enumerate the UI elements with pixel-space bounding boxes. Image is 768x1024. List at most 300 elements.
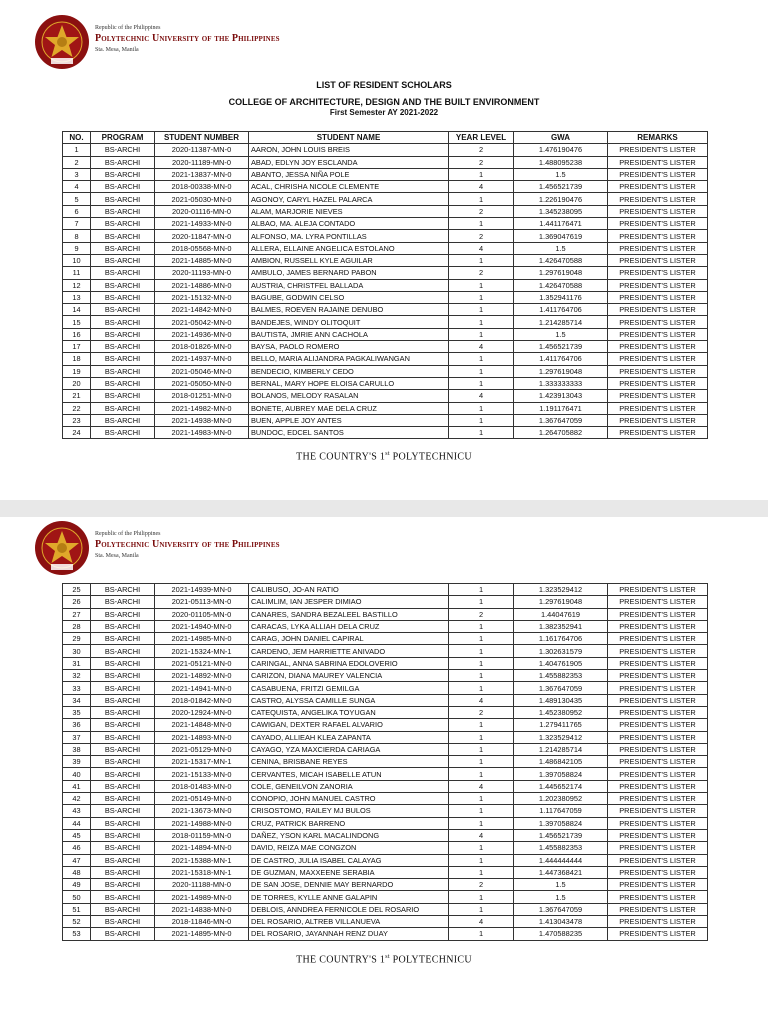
cell-gwa: 1.5 [514, 328, 608, 340]
cell-remarks: PRESIDENT'S LISTER [608, 879, 708, 891]
cell-student-name: BUEN, APPLE JOY ANTES [249, 414, 449, 426]
table-row [63, 596, 708, 608]
table-row [63, 916, 708, 928]
footer-text-post: POLYTECHNICU [389, 451, 472, 463]
cell-student-name: BENDECIO, KIMBERLY CEDO [249, 365, 449, 377]
cell-gwa: 1.333333333 [514, 377, 608, 389]
cell-student-number: 2018-00338-MN-0 [155, 181, 249, 193]
cell-remarks: PRESIDENT'S LISTER [608, 414, 708, 426]
cell-student-name: CRUZ, PATRICK BARRENO [249, 817, 449, 829]
cell-no: 23 [63, 414, 91, 426]
cell-gwa: 1.5 [514, 168, 608, 180]
cell-remarks: PRESIDENT'S LISTER [608, 341, 708, 353]
cell-year-level: 1 [449, 291, 514, 303]
cell-student-number: 2021-05030-MN-0 [155, 193, 249, 205]
page-footer [0, 451, 768, 462]
cell-program: BS-ARCHI [91, 596, 155, 608]
table-row [63, 414, 708, 426]
cell-student-name: CARIZON, DIANA MAUREY VALENCIA [249, 670, 449, 682]
cell-year-level: 4 [449, 181, 514, 193]
cell-student-name: CENINA, BRISBANE REYES [249, 756, 449, 768]
cell-year-level: 1 [449, 854, 514, 866]
cell-gwa: 1.297619048 [514, 267, 608, 279]
cell-program: BS-ARCHI [91, 181, 155, 193]
cell-gwa: 1.117647059 [514, 805, 608, 817]
cell-year-level: 1 [449, 731, 514, 743]
cell-student-number: 2021-15317-MN-1 [155, 756, 249, 768]
cell-student-number: 2021-14933-MN-0 [155, 218, 249, 230]
cell-gwa: 1.5 [514, 891, 608, 903]
cell-student-name: DE SAN JOSE, DENNIE MAY BERNARDO [249, 879, 449, 891]
table-row [63, 341, 708, 353]
cell-no: 42 [63, 793, 91, 805]
cell-student-number: 2021-14941-MN-0 [155, 682, 249, 694]
cell-program: BS-ARCHI [91, 341, 155, 353]
cell-gwa: 1.297619048 [514, 596, 608, 608]
cell-student-number: 2021-14983-MN-0 [155, 427, 249, 439]
cell-student-number: 2021-15132-MN-0 [155, 291, 249, 303]
table-row [63, 829, 708, 841]
cell-gwa: 1.444444444 [514, 854, 608, 866]
cell-remarks: PRESIDENT'S LISTER [608, 891, 708, 903]
cell-gwa: 1.476190476 [514, 144, 608, 156]
cell-program: BS-ARCHI [91, 267, 155, 279]
cell-program: BS-ARCHI [91, 805, 155, 817]
cell-program: BS-ARCHI [91, 608, 155, 620]
cell-year-level: 2 [449, 205, 514, 217]
table-body [63, 144, 708, 439]
cell-student-number: 2021-14936-MN-0 [155, 328, 249, 340]
cell-year-level: 1 [449, 584, 514, 596]
cell-no: 29 [63, 633, 91, 645]
university-name: Polytechnic University of the Philippines [95, 539, 280, 550]
cell-remarks: PRESIDENT'S LISTER [608, 719, 708, 731]
cell-gwa: 1.367647059 [514, 903, 608, 915]
cell-student-number: 2021-15133-MN-0 [155, 768, 249, 780]
cell-student-number: 2021-05046-MN-0 [155, 365, 249, 377]
cell-student-name: COLE, GENEILVON ZANORIA [249, 780, 449, 792]
cell-remarks: PRESIDENT'S LISTER [608, 390, 708, 402]
cell-program: BS-ARCHI [91, 780, 155, 792]
col-header-remarks: REMARKS [608, 132, 708, 144]
cell-remarks: PRESIDENT'S LISTER [608, 916, 708, 928]
cell-program: BS-ARCHI [91, 657, 155, 669]
cell-no: 50 [63, 891, 91, 903]
cell-year-level: 1 [449, 414, 514, 426]
cell-no: 49 [63, 879, 91, 891]
cell-program: BS-ARCHI [91, 903, 155, 915]
cell-student-number: 2021-13673-MN-0 [155, 805, 249, 817]
republic-text: Republic of the Philippines [95, 531, 161, 537]
table-row [63, 304, 708, 316]
cell-no: 24 [63, 427, 91, 439]
cell-gwa: 1.397058824 [514, 817, 608, 829]
cell-gwa: 1.367647059 [514, 682, 608, 694]
cell-remarks: PRESIDENT'S LISTER [608, 353, 708, 365]
cell-remarks: PRESIDENT'S LISTER [608, 267, 708, 279]
cell-gwa: 1.411764706 [514, 304, 608, 316]
page-footer [0, 954, 768, 965]
cell-program: BS-ARCHI [91, 633, 155, 645]
cell-remarks: PRESIDENT'S LISTER [608, 402, 708, 414]
footer-text-pre: THE COUNTRY'S 1 [296, 451, 386, 463]
cell-gwa: 1.352941176 [514, 291, 608, 303]
cell-year-level: 1 [449, 353, 514, 365]
document-page-2 [0, 517, 768, 1024]
cell-remarks: PRESIDENT'S LISTER [608, 793, 708, 805]
cell-remarks: PRESIDENT'S LISTER [608, 657, 708, 669]
table-row [63, 254, 708, 266]
table-row [63, 230, 708, 242]
cell-gwa: 1.426470588 [514, 254, 608, 266]
cell-no: 28 [63, 620, 91, 632]
cell-gwa: 1.279411765 [514, 719, 608, 731]
cell-student-name: AMBULO, JAMES BERNARD PABON [249, 267, 449, 279]
cell-student-number: 2021-14982-MN-0 [155, 402, 249, 414]
cell-student-number: 2021-14989-MN-0 [155, 891, 249, 903]
cell-remarks: PRESIDENT'S LISTER [608, 181, 708, 193]
cell-year-level: 1 [449, 719, 514, 731]
cell-no: 37 [63, 731, 91, 743]
cell-student-name: CRISOSTOMO, RAILEY MJ BULOS [249, 805, 449, 817]
table-row [63, 719, 708, 731]
cell-student-name: CATEQUISTA, ANGELIKA TOYUGAN [249, 706, 449, 718]
cell-year-level: 2 [449, 879, 514, 891]
cell-no: 6 [63, 205, 91, 217]
cell-student-name: ALLERA, ELLAINE ANGELICA ESTOLANO [249, 242, 449, 254]
cell-student-number: 2018-01251-MN-0 [155, 390, 249, 402]
cell-student-name: ABANTO, JESSA NIÑA POLE [249, 168, 449, 180]
cell-student-name: CARINGAL, ANNA SABRINA EDOLOVERIO [249, 657, 449, 669]
cell-student-number: 2021-14988-MN-0 [155, 817, 249, 829]
cell-student-number: 2018-11846-MN-0 [155, 916, 249, 928]
cell-no: 16 [63, 328, 91, 340]
cell-program: BS-ARCHI [91, 402, 155, 414]
col-header-student-name: STUDENT NAME [249, 132, 449, 144]
republic-text: Republic of the Philippines [95, 25, 161, 31]
cell-student-name: BAUTISTA, JMRIE ANN CACHOLA [249, 328, 449, 340]
table-row [63, 353, 708, 365]
cell-student-name: CARACAS, LYKA ALLIAH DELA CRUZ [249, 620, 449, 632]
table-row [63, 156, 708, 168]
cell-student-number: 2021-13837-MN-0 [155, 168, 249, 180]
cell-student-number: 2018-01842-MN-0 [155, 694, 249, 706]
cell-program: BS-ARCHI [91, 414, 155, 426]
cell-student-name: ALFONSO, MA. LYRA PONTILLAS [249, 230, 449, 242]
cell-remarks: PRESIDENT'S LISTER [608, 205, 708, 217]
cell-year-level: 1 [449, 328, 514, 340]
table-row [63, 682, 708, 694]
cell-program: BS-ARCHI [91, 719, 155, 731]
cell-remarks: PRESIDENT'S LISTER [608, 780, 708, 792]
cell-student-name: CONOPIO, JOHN MANUEL CASTRO [249, 793, 449, 805]
cell-program: BS-ARCHI [91, 205, 155, 217]
university-address: Sta. Mesa, Manila [95, 553, 139, 559]
table-row [63, 328, 708, 340]
cell-student-number: 2020-01105-MN-0 [155, 608, 249, 620]
cell-gwa: 1.447368421 [514, 866, 608, 878]
cell-student-name: ACAL, CHRISHA NICOLE CLEMENTE [249, 181, 449, 193]
cell-remarks: PRESIDENT'S LISTER [608, 768, 708, 780]
cell-gwa: 1.404761905 [514, 657, 608, 669]
table-row [63, 780, 708, 792]
cell-student-number: 2018-05568-MN-0 [155, 242, 249, 254]
cell-program: BS-ARCHI [91, 879, 155, 891]
cell-no: 46 [63, 842, 91, 854]
cell-program: BS-ARCHI [91, 353, 155, 365]
cell-remarks: PRESIDENT'S LISTER [608, 193, 708, 205]
cell-student-name: BELLO, MARIA ALIJANDRA PAGKALIWANGAN [249, 353, 449, 365]
cell-program: BS-ARCHI [91, 793, 155, 805]
cell-year-level: 4 [449, 829, 514, 841]
cell-remarks: PRESIDENT'S LISTER [608, 682, 708, 694]
cell-no: 39 [63, 756, 91, 768]
document-page-1 [0, 0, 768, 500]
cell-year-level: 2 [449, 156, 514, 168]
cell-year-level: 2 [449, 267, 514, 279]
table-row [63, 279, 708, 291]
cell-student-name: DE TORRES, KYLLE ANNE GALAPIN [249, 891, 449, 903]
cell-student-name: CANARES, SANDRA BEZALEEL BASTILLO [249, 608, 449, 620]
cell-student-name: DAVID, REIZA MAE CONGZON [249, 842, 449, 854]
cell-gwa: 1.426470588 [514, 279, 608, 291]
cell-no: 47 [63, 854, 91, 866]
cell-gwa: 1.297619048 [514, 365, 608, 377]
cell-gwa: 1.44047619 [514, 608, 608, 620]
cell-no: 22 [63, 402, 91, 414]
cell-student-name: BAYSA, PAOLO ROMERO [249, 341, 449, 353]
cell-no: 11 [63, 267, 91, 279]
cell-gwa: 1.161764706 [514, 633, 608, 645]
table-row [63, 144, 708, 156]
cell-remarks: PRESIDENT'S LISTER [608, 230, 708, 242]
cell-remarks: PRESIDENT'S LISTER [608, 254, 708, 266]
cell-student-name: CASABUENA, FRITZI GEMILGA [249, 682, 449, 694]
cell-gwa: 1.367647059 [514, 414, 608, 426]
cell-remarks: PRESIDENT'S LISTER [608, 670, 708, 682]
cell-student-name: CAYADO, ALLIEAH KLEA ZAPANTA [249, 731, 449, 743]
cell-no: 30 [63, 645, 91, 657]
pup-seal-logo [34, 14, 90, 70]
cell-student-number: 2020-12924-MN-0 [155, 706, 249, 718]
cell-no: 41 [63, 780, 91, 792]
cell-student-number: 2021-14885-MN-0 [155, 254, 249, 266]
table-row [63, 866, 708, 878]
cell-remarks: PRESIDENT'S LISTER [608, 218, 708, 230]
cell-student-number: 2021-05129-MN-0 [155, 743, 249, 755]
cell-remarks: PRESIDENT'S LISTER [608, 756, 708, 768]
cell-program: BS-ARCHI [91, 694, 155, 706]
cell-student-name: DE CASTRO, JULIA ISABEL CALAYAG [249, 854, 449, 866]
table-row [63, 879, 708, 891]
cell-student-name: CALIMLIM, IAN JESPER DIMIAO [249, 596, 449, 608]
cell-no: 40 [63, 768, 91, 780]
cell-no: 13 [63, 291, 91, 303]
cell-no: 7 [63, 218, 91, 230]
cell-gwa: 1.264705882 [514, 427, 608, 439]
cell-student-number: 2021-14892-MN-0 [155, 670, 249, 682]
cell-no: 20 [63, 377, 91, 389]
cell-year-level: 1 [449, 365, 514, 377]
cell-no: 26 [63, 596, 91, 608]
cell-student-number: 2021-15388-MN-1 [155, 854, 249, 866]
cell-student-name: BALMES, ROEVEN RAJAINE DENUBO [249, 304, 449, 316]
cell-remarks: PRESIDENT'S LISTER [608, 156, 708, 168]
col-header-program: PROGRAM [91, 132, 155, 144]
cell-program: BS-ARCHI [91, 218, 155, 230]
cell-student-number: 2021-14940-MN-0 [155, 620, 249, 632]
cell-remarks: PRESIDENT'S LISTER [608, 304, 708, 316]
cell-remarks: PRESIDENT'S LISTER [608, 633, 708, 645]
cell-remarks: PRESIDENT'S LISTER [608, 842, 708, 854]
cell-year-level: 2 [449, 230, 514, 242]
cell-year-level: 2 [449, 144, 514, 156]
cell-student-number: 2020-11189-MN-0 [155, 156, 249, 168]
cell-student-number: 2020-11847-MN-0 [155, 230, 249, 242]
cell-remarks: PRESIDENT'S LISTER [608, 328, 708, 340]
cell-program: BS-ARCHI [91, 168, 155, 180]
cell-student-name: CAWIGAN, DEXTER RAFAEL ALVARIO [249, 719, 449, 731]
table-row [63, 670, 708, 682]
cell-program: BS-ARCHI [91, 706, 155, 718]
cell-gwa: 1.456521739 [514, 829, 608, 841]
cell-remarks: PRESIDENT'S LISTER [608, 694, 708, 706]
cell-gwa: 1.345238095 [514, 205, 608, 217]
cell-gwa: 1.486842105 [514, 756, 608, 768]
col-header-year-level: YEAR LEVEL [449, 132, 514, 144]
cell-gwa: 1.191176471 [514, 402, 608, 414]
cell-remarks: PRESIDENT'S LISTER [608, 596, 708, 608]
cell-program: BS-ARCHI [91, 156, 155, 168]
table-row [63, 731, 708, 743]
cell-student-number: 2021-15324-MN-1 [155, 645, 249, 657]
cell-year-level: 1 [449, 168, 514, 180]
cell-program: BS-ARCHI [91, 584, 155, 596]
cell-no: 17 [63, 341, 91, 353]
cell-program: BS-ARCHI [91, 427, 155, 439]
table-row [63, 842, 708, 854]
cell-student-number: 2018-01159-MN-0 [155, 829, 249, 841]
cell-year-level: 4 [449, 694, 514, 706]
cell-year-level: 1 [449, 817, 514, 829]
cell-no: 43 [63, 805, 91, 817]
cell-student-name: BANDEJES, WINDY OLITOQUIT [249, 316, 449, 328]
cell-no: 51 [63, 903, 91, 915]
cell-no: 4 [63, 181, 91, 193]
cell-student-name: BONETE, AUBREY MAE DELA CRUZ [249, 402, 449, 414]
cell-student-name: BUNDOC, EDCEL SANTOS [249, 427, 449, 439]
cell-no: 38 [63, 743, 91, 755]
cell-year-level: 1 [449, 928, 514, 940]
footer-text-sup: st [385, 954, 390, 960]
cell-student-number: 2021-14938-MN-0 [155, 414, 249, 426]
cell-gwa: 1.202380952 [514, 793, 608, 805]
cell-student-name: ALAM, MARJORIE NIEVES [249, 205, 449, 217]
cell-student-number: 2021-14985-MN-0 [155, 633, 249, 645]
cell-program: BS-ARCHI [91, 328, 155, 340]
college-name: COLLEGE OF ARCHITECTURE, DESIGN AND THE BUILT ENVIRONMENT [228, 97, 540, 107]
cell-remarks: PRESIDENT'S LISTER [608, 620, 708, 632]
table-row [63, 768, 708, 780]
table-row [63, 706, 708, 718]
cell-program: BS-ARCHI [91, 254, 155, 266]
cell-remarks: PRESIDENT'S LISTER [608, 645, 708, 657]
cell-year-level: 1 [449, 254, 514, 266]
cell-no: 14 [63, 304, 91, 316]
cell-gwa: 1.488095238 [514, 156, 608, 168]
cell-year-level: 1 [449, 842, 514, 854]
cell-student-name: CARAG, JOHN DANIEL CAPIRAL [249, 633, 449, 645]
cell-no: 36 [63, 719, 91, 731]
cell-remarks: PRESIDENT'S LISTER [608, 365, 708, 377]
cell-no: 27 [63, 608, 91, 620]
cell-no: 5 [63, 193, 91, 205]
cell-remarks: PRESIDENT'S LISTER [608, 903, 708, 915]
cell-remarks: PRESIDENT'S LISTER [608, 316, 708, 328]
cell-program: BS-ARCHI [91, 891, 155, 903]
cell-year-level: 4 [449, 390, 514, 402]
cell-remarks: PRESIDENT'S LISTER [608, 743, 708, 755]
table-body [63, 584, 708, 941]
cell-gwa: 1.470588235 [514, 928, 608, 940]
cell-gwa: 1.302631579 [514, 645, 608, 657]
table-row [63, 402, 708, 414]
cell-student-number: 2020-11188-MN-0 [155, 879, 249, 891]
table-row [63, 645, 708, 657]
cell-program: BS-ARCHI [91, 670, 155, 682]
cell-student-number: 2021-14886-MN-0 [155, 279, 249, 291]
cell-student-name: CAYAGO, YZA MAXCIERDA CARIAGA [249, 743, 449, 755]
table-row [63, 316, 708, 328]
cell-year-level: 1 [449, 193, 514, 205]
cell-student-name: ABAD, EDLYN JOY ESCLANDA [249, 156, 449, 168]
cell-student-number: 2021-14894-MN-0 [155, 842, 249, 854]
cell-gwa: 1.456521739 [514, 341, 608, 353]
cell-student-name: BAGUBE, GODWIN CELSO [249, 291, 449, 303]
cell-student-number: 2018-01826-MN-0 [155, 341, 249, 353]
cell-remarks: PRESIDENT'S LISTER [608, 706, 708, 718]
table-row [63, 817, 708, 829]
cell-remarks: PRESIDENT'S LISTER [608, 168, 708, 180]
cell-gwa: 1.452380952 [514, 706, 608, 718]
cell-student-number: 2018-01483-MN-0 [155, 780, 249, 792]
table-row [63, 205, 708, 217]
cell-program: BS-ARCHI [91, 230, 155, 242]
cell-no: 44 [63, 817, 91, 829]
cell-program: BS-ARCHI [91, 817, 155, 829]
cell-gwa: 1.214285714 [514, 743, 608, 755]
col-header-no: NO. [63, 132, 91, 144]
cell-gwa: 1.489130435 [514, 694, 608, 706]
cell-year-level: 1 [449, 377, 514, 389]
cell-program: BS-ARCHI [91, 645, 155, 657]
cell-student-name: CARDENO, JEM HARRIETTE ANIVADO [249, 645, 449, 657]
table-row [63, 427, 708, 439]
cell-gwa: 1.369047619 [514, 230, 608, 242]
cell-remarks: PRESIDENT'S LISTER [608, 854, 708, 866]
cell-remarks: PRESIDENT'S LISTER [608, 144, 708, 156]
cell-program: BS-ARCHI [91, 390, 155, 402]
table-row [63, 694, 708, 706]
cell-student-name: AMBION, RUSSELL KYLE AGUILAR [249, 254, 449, 266]
cell-student-name: AARON, JOHN LOUIS BREIS [249, 144, 449, 156]
table-row [63, 633, 708, 645]
col-header-student-number: STUDENT NUMBER [155, 132, 249, 144]
cell-student-name: AUSTRIA, CHRISTFEL BALLADA [249, 279, 449, 291]
table-row [63, 903, 708, 915]
cell-gwa: 1.226190476 [514, 193, 608, 205]
table-row [63, 657, 708, 669]
